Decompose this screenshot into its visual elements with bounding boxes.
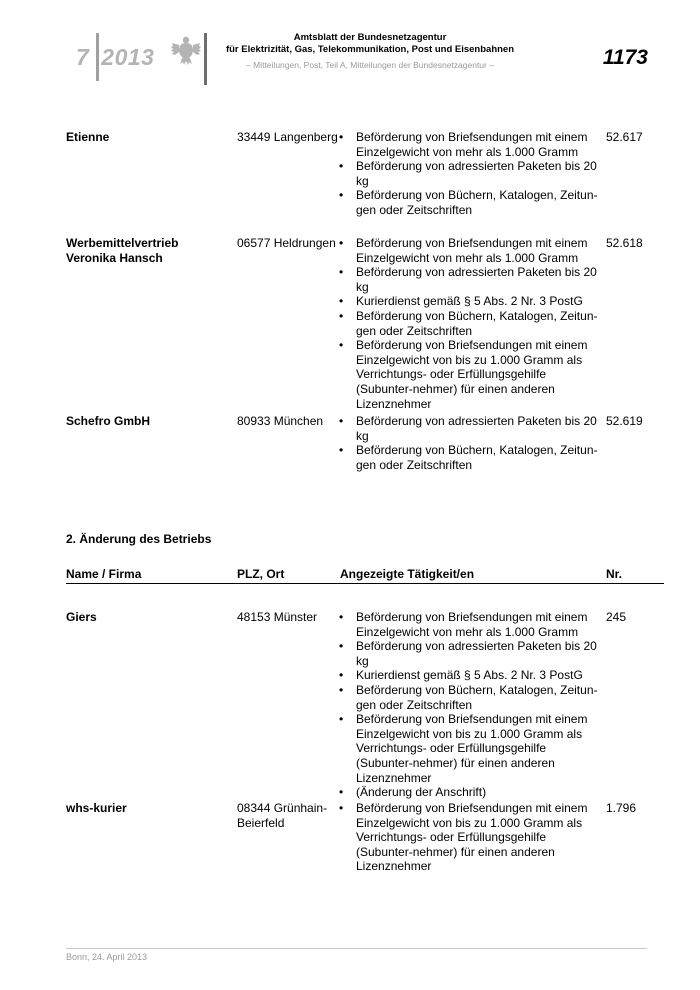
col-header-name: Name / Firma: [66, 567, 142, 581]
activity-item: • (Änderung der Anschrift): [339, 785, 487, 800]
section-title: 2. Änderung des Betriebs: [66, 532, 212, 546]
activity-item: • Beförderung von Briefsendungen mit einem Einzelgewicht von mehr als 1.000 Gramm: [339, 236, 588, 265]
entry-name: whs-kurier: [66, 801, 127, 815]
entry-plz-ort: 80933 München: [237, 414, 324, 428]
entry-activities: [339, 130, 605, 218]
issue-num: 7: [76, 44, 90, 70]
issue-number: [76, 44, 154, 71]
entry-plz-ort: 06577 Heldrungen: [237, 236, 336, 250]
activity-item: • Beförderung von Büchern, Katalogen, Zeitun-gen oder Zeitschriften: [339, 308, 598, 338]
footer-rule: [66, 948, 647, 949]
activity-item: • Beförderung von Büchern, Katalogen, Zeitun-gen oder Zeitschriften: [339, 682, 598, 712]
entry-number: 1.796: [606, 801, 637, 815]
activity-item: • Beförderung von Briefsendungen mit einem Einzelgewicht von bis zu 1.000 Gramm als Verrichtungs- oder Erfüllungsgehilfe (Subunter-nehmer) für einen anderen Lizenznehmer: [339, 712, 588, 785]
activity-item: • Beförderung von adressierten Paketen bis 20 kg: [339, 159, 597, 188]
entry-activities: [339, 610, 605, 800]
activity-item: • Beförderung von adressierten Paketen bis 20 kg: [339, 414, 597, 443]
activity-item: • Beförderung von adressierten Paketen bis 20 kg: [339, 639, 597, 668]
entry-number: 52.618: [606, 236, 643, 250]
issue-year: 2013: [101, 44, 155, 70]
entry-number: 245: [606, 610, 627, 624]
header-divider-right: [204, 33, 207, 85]
activity-item: • Beförderung von adressierten Paketen bis 20 kg: [339, 265, 597, 294]
entry-plz-ort: 33449 Langenberg: [237, 130, 338, 144]
entry-number: 52.619: [606, 414, 643, 428]
activity-item: • Beförderung von Briefsendungen mit einem Einzelgewicht von bis zu 1.000 Gramm als Verrichtungs- oder Erfüllungsgehilfe (Subunter-nehmer) für einen anderen Lizenznehmer: [339, 801, 588, 874]
footer-date: Bonn, 24. April 2013: [66, 952, 148, 962]
table-header-rule: [66, 583, 664, 584]
entry-name: Etienne: [66, 130, 110, 144]
activity-item: • Beförderung von Büchern, Katalogen, Zeitun-gen oder Zeitschriften: [339, 443, 598, 472]
col-header-plz: PLZ, Ort: [237, 567, 285, 581]
entry-activities: [339, 236, 605, 411]
entry-activities: [339, 414, 605, 472]
publication-subtitle: – Mitteilungen, Post, Teil A, Mitteilungen der Bundesnetzagentur –: [246, 60, 494, 70]
activity-item: • Beförderung von Briefsendungen mit einem Einzelgewicht von mehr als 1.000 Gramm: [339, 130, 588, 159]
title-line-1: Amtsblatt der Bundesnetzagentur: [293, 32, 447, 43]
entry-activities: [339, 801, 605, 874]
col-header-nr: Nr.: [606, 567, 623, 581]
activity-item: • Beförderung von Briefsendungen mit einem Einzelgewicht von bis zu 1.000 Gramm als Verrichtungs- oder Erfüllungsgehilfe (Subunter-nehmer) für einen anderen Lizenznehmer: [339, 338, 588, 411]
activity-item: • Kurierdienst gemäß § 5 Abs. 2 Nr. 3 PostG: [339, 294, 583, 309]
title-line-2: für Elektrizität, Gas, Telekommunikation, Post und Eisenbahnen: [225, 44, 515, 55]
entry-name: Werbemittelvertrieb Veronika Hansch: [66, 236, 179, 265]
federal-eagle-icon: [171, 34, 201, 66]
publication-title: [220, 32, 520, 56]
page-number: 1173: [602, 46, 648, 69]
activity-item: • Beförderung von Briefsendungen mit einem Einzelgewicht von mehr als 1.000 Gramm: [339, 610, 588, 639]
activity-item: • Kurierdienst gemäß § 5 Abs. 2 Nr. 3 PostG: [339, 668, 583, 683]
entry-name: Giers: [66, 610, 97, 624]
entry-name: Schefro GmbH: [66, 414, 151, 428]
header-divider-left: [96, 33, 99, 81]
activity-item: • Beförderung von Büchern, Katalogen, Zeitun-gen oder Zeitschriften: [339, 188, 598, 217]
entry-plz-ort: 08344 Grünhain- Beierfeld: [237, 801, 328, 830]
col-header-activity: Angezeigte Tätigkeit/en: [340, 567, 475, 581]
entry-plz-ort: 48153 Münster: [237, 610, 318, 624]
entry-number: 52.617: [606, 130, 643, 144]
